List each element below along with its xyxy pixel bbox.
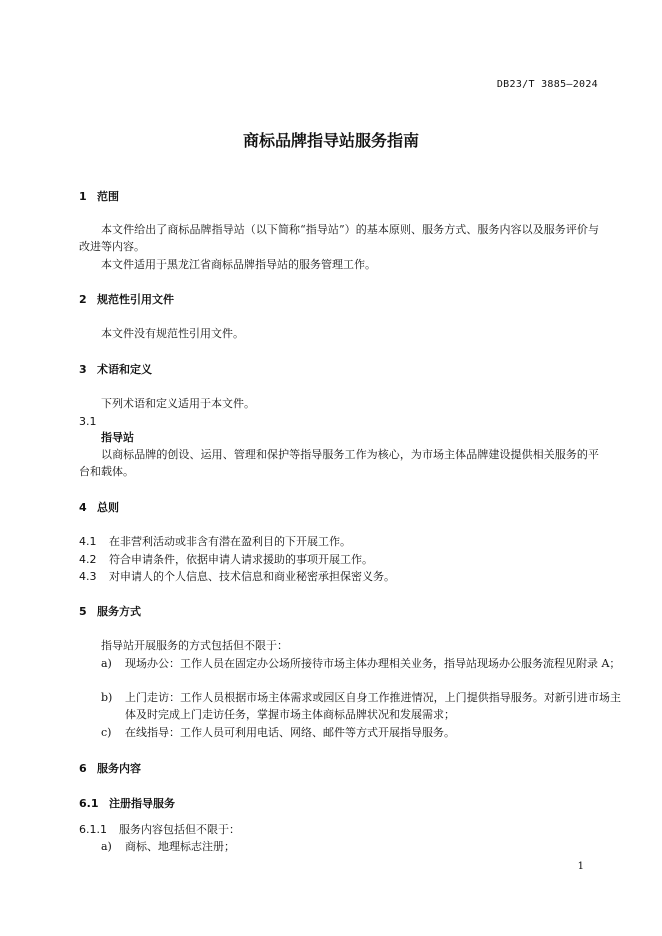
section-3-paragraph-1: 下列术语和定义适用于本文件。 [101,397,255,410]
list-item-a [79,838,621,855]
section-3-heading [79,361,599,378]
clause-4-1 [79,533,599,550]
section-title: 规范性引用文件 [97,293,174,306]
subsection-number: 6.1 [79,797,99,810]
clause-number: 4.1 [79,535,97,548]
section-5-heading [79,603,599,620]
list-item-marker: a) [101,657,112,670]
term-name: 指导站 [101,431,134,444]
section-2-heading [79,291,599,308]
list-item-a [79,655,621,672]
section-number: 3 [79,363,87,376]
section-number: 2 [79,293,87,306]
section-title: 总则 [97,501,119,514]
list-item-text: 现场办公：工作人员在固定办公场所接待市场主体办理相关业务，指导站现场办公服务流程见附录 A； [125,657,621,670]
standard-code: DB23/T 3885—2024 [496,79,598,90]
list-item-text: 上门走访：工作人员根据市场主体需求或园区自身工作推进情况，上门提供指导服务。对新引进市场主体及时完成上门走访任务，掌握市场主体商标品牌状况和发展需求； [125,691,621,721]
clause-4-2 [79,551,599,568]
section-6-heading [79,760,599,777]
clause-text: 对申请人的个人信息、技术信息和商业秘密承担保密义务。 [109,570,395,583]
page-number: 1 [577,861,584,872]
section-number: 5 [79,605,87,618]
list-item-marker: c) [101,726,112,739]
clause-4-3 [79,568,599,585]
section-1-heading [79,188,599,205]
clause-number: 6.1.1 [79,823,107,836]
list-item-c [79,724,621,741]
list-item-text: 在线指导：工作人员可利用电话、网络、邮件等方式开展指导服务。 [125,726,455,739]
clause-number: 4.2 [79,553,97,566]
section-4-heading [79,499,599,516]
list-item-b [79,689,621,723]
section-2-paragraph-1: 本文件没有规范性引用文件。 [101,327,244,340]
section-title: 范围 [97,190,119,203]
section-1-paragraph-2: 本文件适用于黑龙江省商标品牌指导站的服务管理工作。 [101,258,376,271]
section-title: 服务方式 [97,605,141,618]
clause-text: 符合申请条件，依据申请人请求援助的事项开展工作。 [109,553,373,566]
section-number: 6 [79,762,87,775]
list-item-marker: a) [101,840,112,853]
section-5-paragraph-1: 指导站开展服务的方式包括但不限于： [101,639,288,652]
clause-text: 在非营利活动或非含有潜在盈利目的下开展工作。 [109,535,351,548]
section-title: 服务内容 [97,762,141,775]
section-1-paragraph-1: 本文件给出了商标品牌指导站（以下简称“指导站”）的基本原则、服务方式、服务内容以及服务评价与改进等内容。 [79,223,599,253]
subsection-6-1-heading [79,795,599,812]
term-definition: 以商标品牌的创设、运用、管理和保护等指导服务工作为核心，为市场主体品牌建设提供相关服务的平台和载体。 [79,448,599,478]
list-item-text: 商标、地理标志注册； [125,840,235,853]
term-number: 3.1 [79,415,97,428]
document-title: 商标品牌指导站服务指南 [242,131,419,150]
subsection-title: 注册指导服务 [109,797,175,810]
list-item-marker: b) [101,691,113,704]
clause-6-1-1 [79,821,599,838]
clause-number: 4.3 [79,570,97,583]
section-title: 术语和定义 [97,363,152,376]
section-number: 4 [79,501,87,514]
clause-text: 服务内容包括但不限于： [119,823,240,836]
section-number: 1 [79,190,87,203]
